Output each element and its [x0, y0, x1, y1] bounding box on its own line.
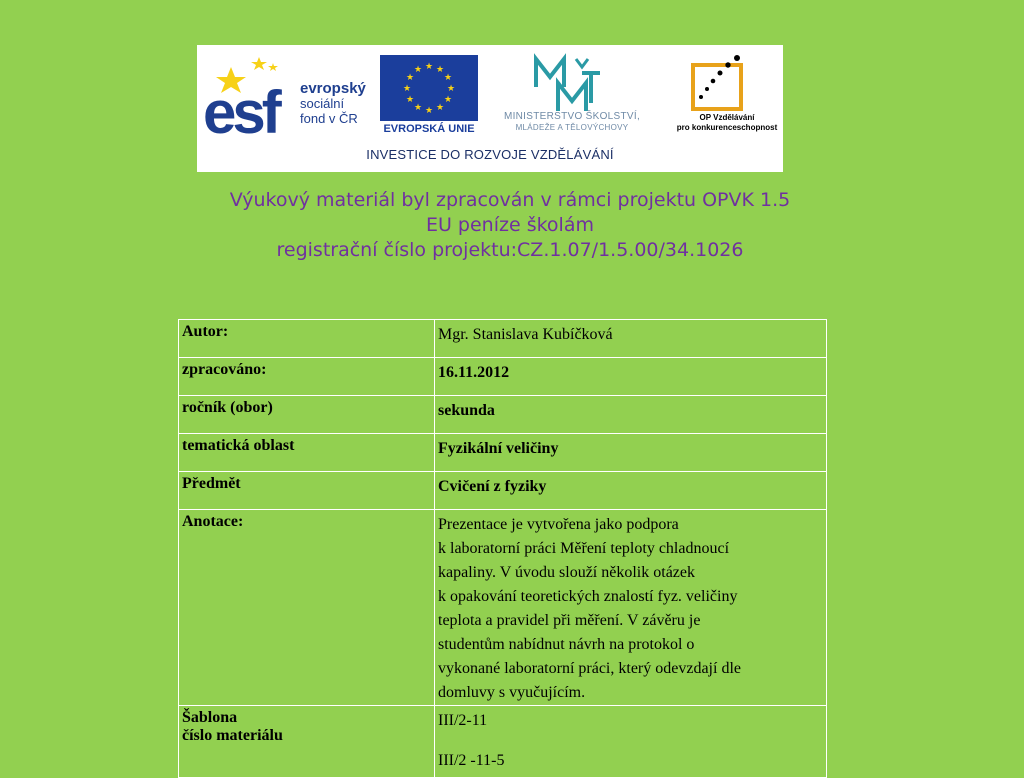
template-values [435, 706, 827, 778]
msmt-line-2: MLÁDEŽE A TĚLOVÝCHOVY [515, 123, 629, 132]
area-value: Fyzikální veličiny [435, 434, 827, 472]
subject-value: Cvičení z fyziky [435, 472, 827, 510]
material-value: III/2 -11-5 [438, 752, 505, 769]
project-heading [100, 188, 920, 263]
svg-text:★: ★ [443, 73, 453, 83]
annotation-value [435, 510, 827, 706]
annotation-line: domluvy s vyučujícím. [438, 684, 586, 701]
svg-text:★: ★ [446, 84, 456, 94]
eu-flag-icon [380, 55, 478, 121]
table-row-template [179, 706, 827, 778]
svg-text:esf: esf [203, 79, 278, 139]
date-value: 16.11.2012 [435, 358, 827, 396]
svg-text:★: ★ [413, 65, 423, 75]
material-label: číslo materiálu [182, 727, 283, 744]
material-info-table [178, 319, 827, 778]
msmt-label [487, 111, 657, 133]
annotation-line: k laboratorní práci Měření teploty chladnoucí [438, 540, 730, 557]
template-value: III/2-11 [438, 712, 488, 729]
op-label [675, 113, 779, 133]
author-value: Mgr. Stanislava Kubíčková [435, 320, 827, 358]
table-row-area [179, 434, 827, 472]
grade-label: ročník (obor) [179, 396, 435, 434]
msmt-line-1: MINISTERSTVO ŠKOLSTVÍ, [503, 111, 641, 122]
op-logo-icon [687, 53, 749, 113]
svg-text:★: ★ [424, 106, 434, 116]
logo-banner [197, 45, 783, 172]
svg-text:★: ★ [405, 73, 415, 83]
annotation-line: kapaliny. V úvodu slouží několik otázek [438, 564, 695, 581]
svg-text:★: ★ [402, 84, 412, 94]
annotation-label: Anotace: [179, 510, 435, 706]
svg-text:★: ★ [413, 103, 423, 113]
svg-text:★: ★ [424, 62, 434, 72]
eu-label: EVROPSKÁ UNIE [383, 123, 475, 135]
table-row-subject [179, 472, 827, 510]
esf-line-2: sociální [300, 96, 345, 111]
op-line-2: pro konkurenceschopnost [676, 123, 778, 132]
table-row-date [179, 358, 827, 396]
annotation-line: Prezentace je vytvořena jako podpora [438, 516, 679, 533]
esf-text [300, 81, 390, 126]
template-label: Šablona [182, 709, 238, 726]
heading-line-3: registrační číslo projektu:CZ.1.07/1.5.00/34.1026 [276, 239, 744, 261]
annotation-line: studentům nabídnut návrh na protokol o [438, 636, 695, 653]
spacer [438, 733, 824, 749]
table-row-annotation [179, 510, 827, 706]
esf-line-3: fond v ČR [300, 111, 358, 126]
heading-line-2: EU peníze školám [425, 214, 594, 236]
area-label: tematická oblast [179, 434, 435, 472]
grade-value: sekunda [435, 396, 827, 434]
heading-line-1: Výukový materiál byl zpracován v rámci projektu OPVK 1.5 [229, 189, 791, 211]
esf-line-1: evropský [300, 80, 366, 97]
op-line-1: OP Vzdělávání [699, 113, 755, 122]
annotation-line: k opakování teoretických znalostí fyz. veličiny [438, 588, 738, 605]
banner-footer: INVESTICE DO ROZVOJE VZDĚLÁVÁNÍ [366, 147, 614, 162]
svg-text:★: ★ [443, 95, 453, 105]
svg-text:★: ★ [435, 65, 445, 75]
annotation-line: vykonané laboratorní práci, který odevzdají dle [438, 660, 741, 677]
msmt-logo-icon [532, 53, 602, 113]
author-label: Autor: [179, 320, 435, 358]
date-label: zpracováno: [179, 358, 435, 396]
svg-text:★: ★ [405, 95, 415, 105]
template-labels [179, 706, 435, 778]
table-row-grade [179, 396, 827, 434]
annotation-line: teplota a pravidel při měření. V závěru je [438, 612, 701, 629]
svg-text:★: ★ [435, 103, 445, 113]
subject-label: Předmět [179, 472, 435, 510]
table-row-author [179, 320, 827, 358]
